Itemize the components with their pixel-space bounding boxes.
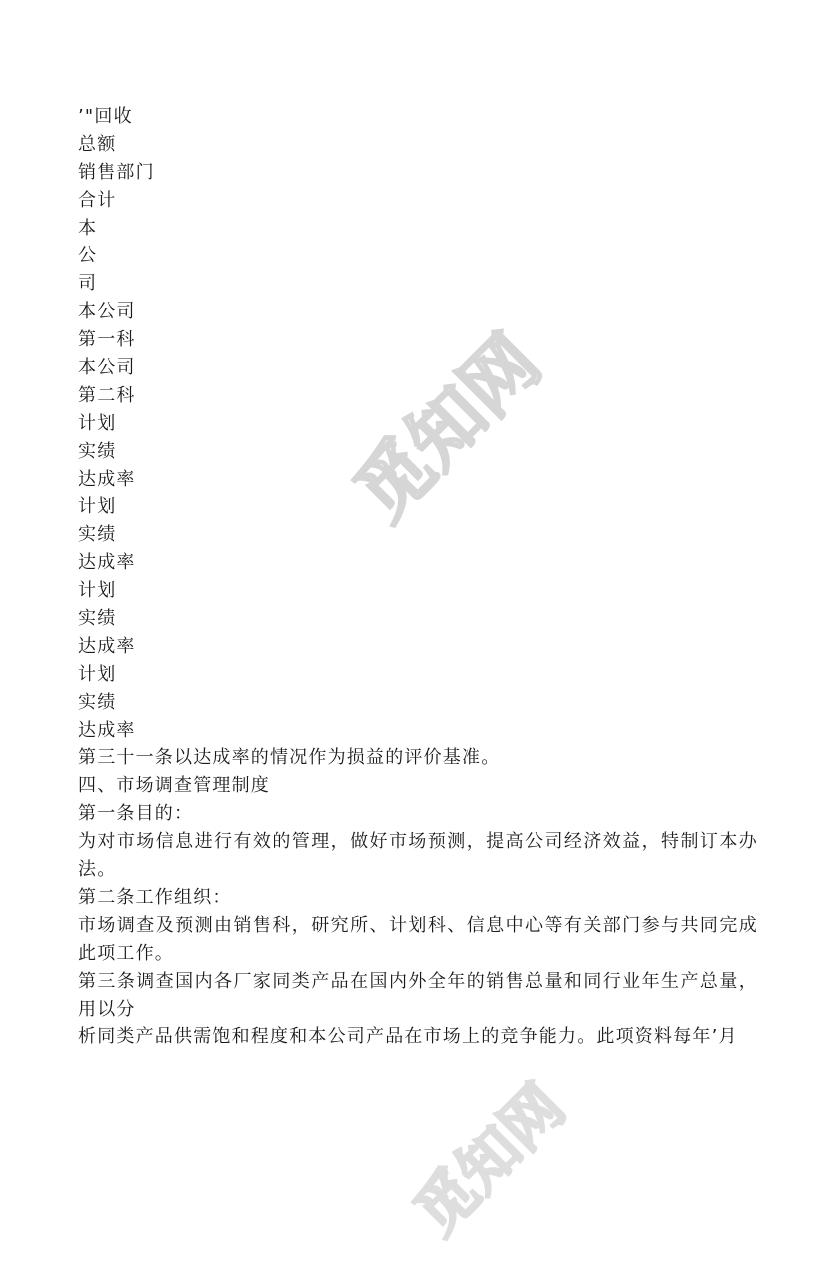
text-line: 达成率	[78, 468, 136, 490]
text-line: 总额	[78, 133, 117, 155]
text-line: 本公司	[78, 301, 136, 323]
text-line: 计划	[78, 412, 117, 434]
text-line: 实绩	[78, 524, 117, 546]
text-line: 公	[78, 245, 98, 267]
article-heading: 第一条目的：	[78, 803, 194, 825]
document-body	[78, 103, 758, 1051]
text-line: 达成率	[78, 552, 136, 574]
text-line: 合计	[78, 189, 117, 211]
text-line: 司	[78, 273, 98, 295]
text-line: 计划	[78, 580, 117, 602]
text-line: 销售部门	[78, 161, 155, 183]
text-line: ’"回收	[78, 106, 133, 127]
text-line: 达成率	[78, 635, 136, 657]
section-heading: 四、市场调查管理制度	[78, 775, 270, 797]
paragraph-organization: 市场调查及预测由销售科，研究所、计划科、信息中心等有关部门参与共同完成此项工作。	[78, 914, 758, 964]
text-line: 实绩	[78, 608, 117, 630]
text-line: 达成率	[78, 719, 136, 741]
text-line: 本公司	[78, 357, 136, 379]
article-heading: 第二条工作组织：	[78, 886, 232, 908]
text-line: 计划	[78, 663, 117, 685]
text-line: 第二科	[78, 384, 136, 406]
paragraph-article-3: 第三条调查国内各厂家同类产品在国内外全年的销售总量和同行业年生产总量，用以分	[78, 970, 758, 1020]
text-line: 计划	[78, 496, 117, 518]
paragraph-continuation: 析同类产品供需饱和程度和本公司产品在市场上的竞争能力。此项资料每年’月	[78, 1026, 738, 1048]
text-line: 实绩	[78, 440, 117, 462]
watermark-text-partial: 觅知网	[401, 1071, 579, 1249]
article-31: 第三十一条以达成率的情况作为损益的评价基准。	[78, 747, 501, 769]
watermark-logo-partial	[377, 1047, 603, 1273]
text-line: 本	[78, 217, 98, 239]
text-line: 第一科	[78, 329, 136, 351]
paragraph-purpose: 为对市场信息进行有效的管理，做好市场预测，提高公司经济效益，特制订本办法。	[78, 831, 758, 881]
watermark-text: 觅知网	[338, 318, 557, 537]
text-line: 实绩	[78, 691, 117, 713]
